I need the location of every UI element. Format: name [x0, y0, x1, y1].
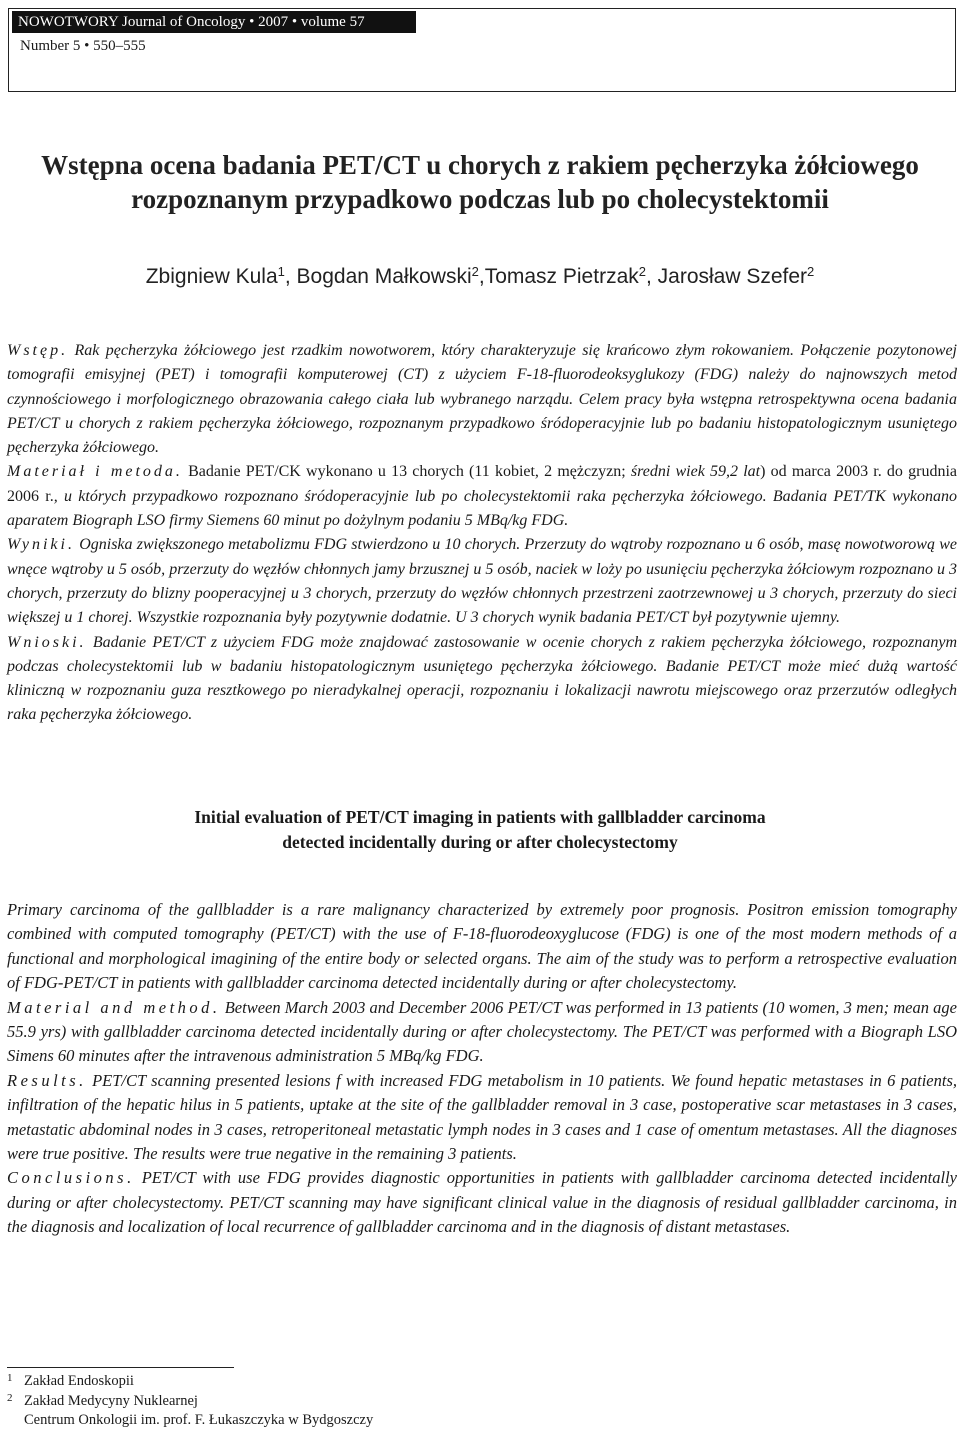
section-label: Wyniki. — [7, 536, 75, 554]
title-line: Wstępna ocena badania PET/CT u chorych z rakiem pęcherzyka żółciowego — [41, 150, 919, 180]
title-line: rozpoznanym przypadkowo podczas lub po cholecystektomii — [131, 184, 829, 214]
footnote-divider — [7, 1367, 234, 1368]
author-name: Jarosław Szefer — [657, 265, 808, 288]
affiliation-marker: 2 — [807, 264, 815, 279]
author-separator: , — [284, 265, 297, 288]
section-label: Wstęp. — [7, 342, 69, 359]
footnotes — [7, 1372, 373, 1431]
abstract-english — [7, 898, 957, 1240]
author-separator: , — [645, 265, 658, 288]
section-text: Rak pęcherzyka żółciowego jest rzadkim nowotworem, który charakteryzuje się krańcowo złym rokowaniem. Połączenie pozytonowej tomografii emisyjnej (PET) i tomografii komputerowej (CT) z użyciem F-18-fluorodeoksyglukozy (FDG) należy do najnowszych metod czynnościowego i morfologicznego obrazowania całego ciała lub wybranego narządu. Celem pracy była wstępna retrospektywna ocena badania PET/CT u chorych z rakiem pęcherzyka żółciowego, rozpoznanym przypadkowo śródoperacyjnie lub po badaniu histopatologicznym usuniętego pęcherzyka żółciowego. — [7, 342, 957, 457]
section-text: średni wiek 59,2 lat — [630, 463, 761, 481]
author-name: Zbigniew Kula — [145, 265, 278, 288]
section-label: Materiał i metoda. — [7, 463, 183, 481]
section-text: , u których przypadkowo rozpoznano śródoperacyjnie lub po cholecystektomii raka pęcherzyka żółciowego. Badania PET/TK wykonano aparatem Biograph LSO firmy Siemens 60 minut po dożylnym podaniu 5 MBq/kg FDG. — [7, 487, 957, 530]
page-title-polish — [0, 148, 960, 216]
section-text: Ogniska zwiększonego metabolizmu FDG stwierdzono u 10 chorych. Przerzuty do wątroby rozpoznano u 6 osób, masę nowotworową we wnęce wątroby u 5 osób, przerzuty do węzłów chłonnych jamy brzusznej u 5 osób, naciek w loży po usunięciu pęcherzyka żółciowym rozpoznano u 3 chorych, przerzuty do blizny pooperacyjnej u 3 chorych, przerzuty do węzłów chłonnych przestrzeni zaotrzewnowej u 3 chorych, przerzuty do sieci większej u 1 chorej. Wszystkie rozpoznania były pozytywnie dodatnie. U 3 chorych wynik badania PET/CT był pozytywnie ujemny. — [7, 536, 957, 627]
abstract-methods — [7, 460, 957, 533]
affiliation-marker: 1 — [277, 264, 285, 279]
abstract-polish — [7, 339, 957, 728]
section-text: Between March 2003 and December 2006 PET/CT was performed in 13 patients (10 women, 3 men; mean age 55.9 yrs) with gallbladder carcinoma detected incidentally during or after cholecystectomy. The PET/CT was performed with a Biograph LSO Simens 60 minutes after the intravenous administration 5 MBq/kg FDG. — [7, 997, 957, 1066]
section-text: ) od marca 2003 r. do grudnia 2006 r. — [7, 463, 957, 505]
abstract-intro — [7, 339, 957, 460]
footnote-text: Zakład Medycyny Nuklearnej — [24, 1392, 198, 1409]
issue-info: Number 5 • 550–555 — [20, 38, 146, 54]
footnote-item — [7, 1372, 373, 1392]
section-text: Badanie PET/CK wykonano u 13 chorych (11 kobiet, 2 mężczyzn; — [182, 463, 631, 481]
section-text: PET/CT scanning presented lesions f with increased FDG metabolism in 10 patients. We found hepatic metastases in 6 patients, infiltration of the hepatic hilus in 5 patients, uptake at the site of the gallbladder removal in 3 case, postoperative scar metastases in 3 cases, metastatic abdominal nodes in 3 cases, retroperitoneal metastatic lymph nodes in 3 cases and 1 case of omentum metastases. All the diagnoses were true positive. The results were true negative in the remaining 3 patients. — [7, 1070, 957, 1164]
section-label: Results. — [7, 1070, 87, 1090]
section-text: PET/CT with use FDG provides diagnostic opportunities in patients with gallbladder carcinoma detected incidentally during or after cholecystectomy. PET/CT scanning may have significant clinical value in the diagnosis of residual gallbladder carcinoma, in the diagnosis and localization of local recurrence of gallbladder carcinoma and in the diagnosis of distant metastases. — [7, 1168, 957, 1237]
abstract-results — [7, 533, 957, 630]
footnote-text: Centrum Onkologii im. prof. F. Łukaszczyka w Bydgoszczy — [24, 1412, 374, 1428]
abstract-results — [7, 1069, 957, 1167]
title-line: detected incidentally during or after cholecystectomy — [282, 832, 678, 852]
section-label: Wnioski. — [7, 633, 87, 651]
author-name: Tomasz Pietrzak — [484, 265, 639, 288]
footnote-number: 2 — [7, 1391, 13, 1404]
author-name: Bogdan Małkowski — [296, 265, 472, 288]
abstract-intro — [7, 898, 957, 996]
affiliation-marker: 2 — [638, 264, 646, 279]
footnote-text: Zakład Endoskopii — [24, 1373, 134, 1389]
title-line: Initial evaluation of PET/CT imaging in patients with gallbladder carcinoma — [194, 807, 766, 827]
page-title-english — [0, 805, 960, 855]
author-list — [0, 262, 960, 292]
footnote-number: 1 — [7, 1372, 13, 1384]
footnote-item — [7, 1392, 373, 1431]
author-separator: , — [478, 265, 485, 288]
section-label: Material and method. — [7, 997, 221, 1017]
affiliation-marker: 2 — [471, 264, 479, 279]
abstract-conclusions — [7, 1166, 957, 1239]
section-text: Primary carcinoma of the gallbladder is a rare malignancy characterized by extremely poor prognosis. Positron emission tomography combined with computed tomography (PET/CT) with the use of F-18-fluorodeoxyglucose (FDG) is one of the most modern methods of a functional and morphological imagining of the entire body or selected organs. The aim of the study was to perform a retrospective evaluation of FDG-PET/CT in patients with gallbladder carcinoma detected incidentally during or after cholecystectomy. — [7, 900, 957, 993]
section-label: Conclusions. — [7, 1168, 135, 1188]
journal-name: NOWOTWORY Journal of Oncology • 2007 • volume 57 — [12, 11, 416, 33]
section-text: Badanie PET/CT z użyciem FDG może znajdować zastosowanie w ocenie chorych z rakiem pęcherzyka żółciowego, rozpoznanym podczas cholecystektomii lub w badaniu histopatologicznym usuniętego pęcherzyka żółciowego. Badanie PET/CT może mieć dużą wartość kliniczną w rozpoznaniu guza resztkowego po nieradykalnej operacji, rozpoznaniu i lokalizacji nawrotu miejscowego oraz przerzutów odległych raka pęcherzyka żółciowego. — [7, 633, 957, 724]
abstract-methods — [7, 996, 957, 1069]
abstract-conclusions — [7, 631, 957, 728]
